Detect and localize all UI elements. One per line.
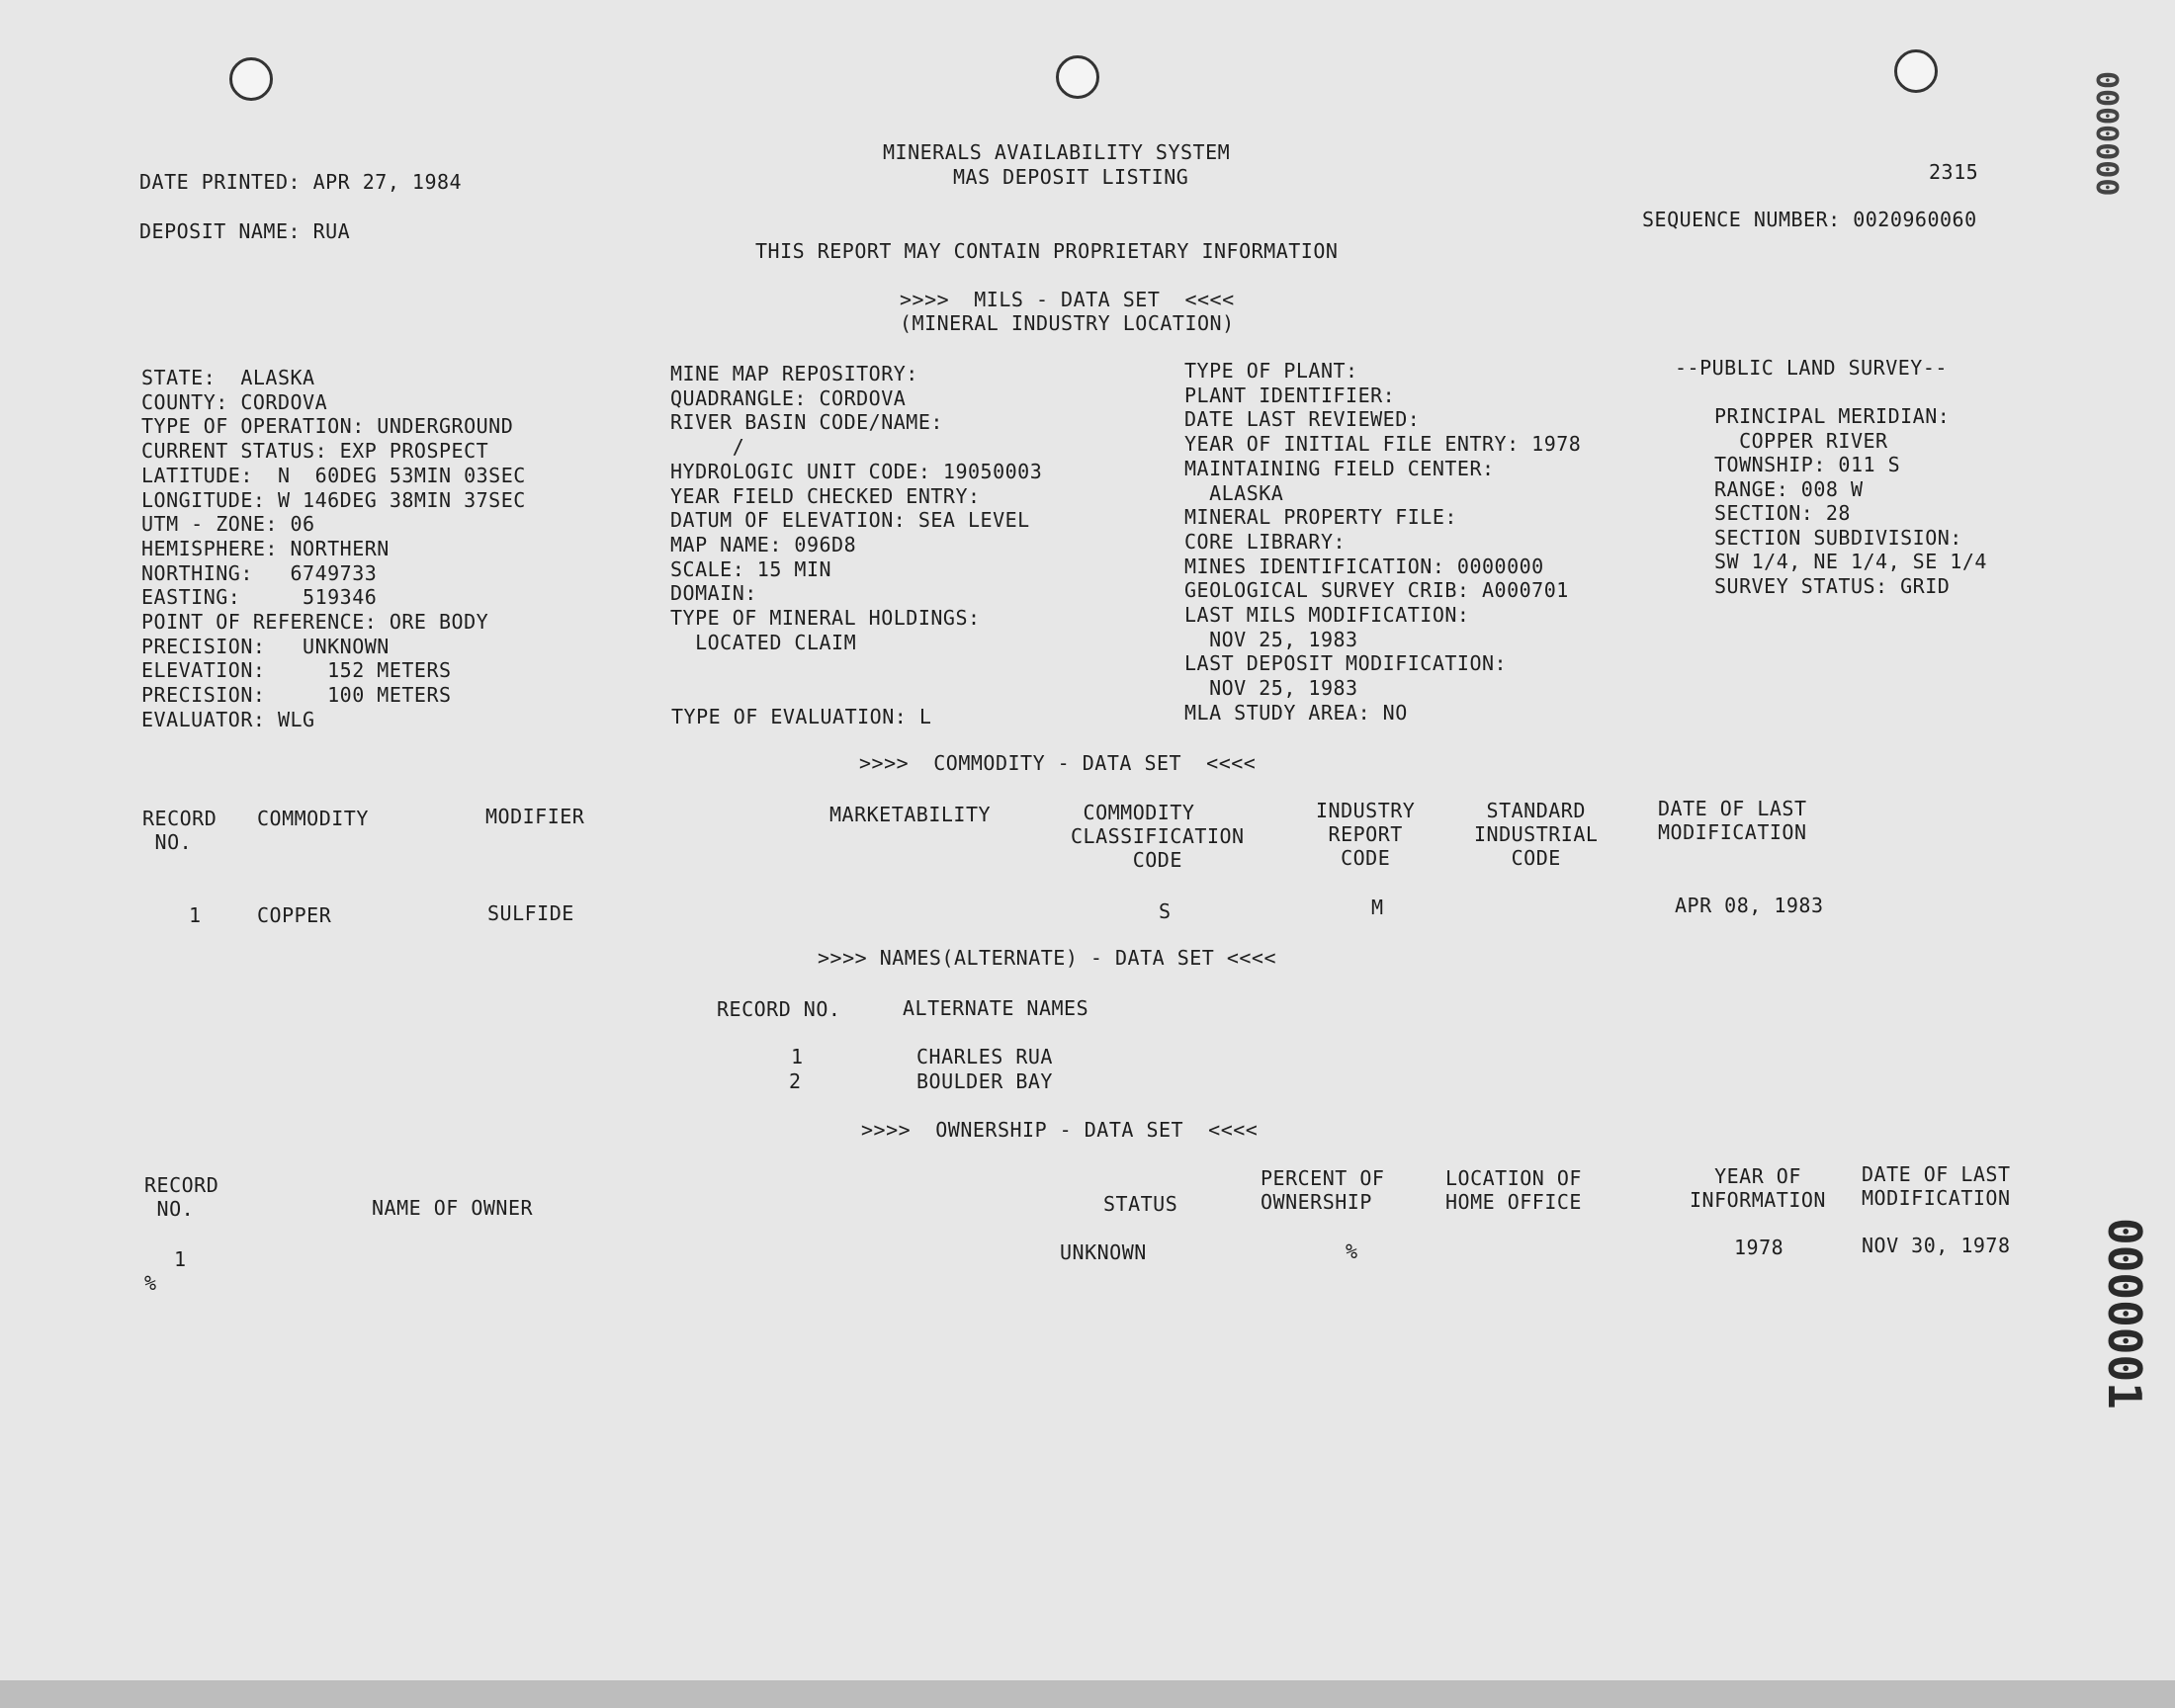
ownership-row-year: 1978 xyxy=(1734,1236,1784,1259)
ownership-row-status: UNKNOWN xyxy=(1060,1240,1147,1264)
mils-col4-line: SECTION: 28 xyxy=(1714,501,1851,525)
mils-col1-line: ELEVATION: 152 METERS xyxy=(141,658,452,683)
ownership-header-percent: PERCENT OF OWNERSHIP xyxy=(1261,1166,1385,1214)
binder-hole-left xyxy=(229,57,273,101)
mils-col1-line: EASTING: 519346 xyxy=(141,585,378,610)
commodity-header-standard: STANDARD INDUSTRIAL CODE xyxy=(1474,799,1599,870)
mils-col1-line: PRECISION: UNKNOWN xyxy=(141,634,390,658)
commodity-row-modifier: SULFIDE xyxy=(487,901,574,925)
mils-col4-line: SW 1/4, NE 1/4, SE 1/4 xyxy=(1714,550,1987,573)
names-title: >>>> NAMES(ALTERNATE) - DATA SET <<<< xyxy=(818,946,1277,970)
mils-title: >>>> MILS - DATA SET <<<< xyxy=(900,288,1235,311)
mils-col2-line: RIVER BASIN CODE/NAME: xyxy=(670,410,943,435)
date-printed: DATE PRINTED: APR 27, 1984 xyxy=(139,170,463,194)
mils-col3-line: LAST DEPOSIT MODIFICATION: xyxy=(1184,651,1508,676)
commodity-header-classification: COMMODITY CLASSIFICATION CODE xyxy=(1071,801,1245,872)
ownership-header-date: DATE OF LAST MODIFICATION xyxy=(1862,1162,2011,1210)
mils-col1-line: NORTHING: 6749733 xyxy=(141,560,378,585)
mils-col3-line: GEOLOGICAL SURVEY CRIB: A000701 xyxy=(1184,578,1569,603)
names-row-name-1: CHARLES RUA xyxy=(916,1045,1053,1068)
listing-title: MAS DEPOSIT LISTING xyxy=(953,165,1189,189)
ownership-header-location: LOCATION OF HOME OFFICE xyxy=(1445,1166,1582,1214)
commodity-header-date: DATE OF LAST MODIFICATION xyxy=(1658,797,1807,844)
mils-col4-line: PRINCIPAL MERIDIAN: xyxy=(1714,404,1951,428)
mils-col2-line: HYDROLOGIC UNIT CODE: 19050003 xyxy=(670,459,1043,483)
ownership-header-record: RECORD NO. xyxy=(144,1173,219,1221)
names-row-name-2: BOULDER BAY xyxy=(916,1069,1053,1093)
commodity-header-record: RECORD NO. xyxy=(142,807,218,854)
mils-col2-line: TYPE OF MINERAL HOLDINGS: xyxy=(670,606,981,630)
mils-col1-line: CURRENT STATUS: EXP PROSPECT xyxy=(141,439,489,464)
names-row-record-1: 1 xyxy=(791,1045,804,1068)
binder-hole-right xyxy=(1894,49,1938,93)
commodity-header-modifier: MODIFIER xyxy=(485,805,585,828)
ownership-title: >>>> OWNERSHIP - DATA SET <<<< xyxy=(861,1118,1259,1142)
mils-col2-line: DOMAIN: xyxy=(670,581,757,606)
margin-stamp-top: 0000000 xyxy=(2089,71,2124,197)
mils-col2-line: DATUM OF ELEVATION: SEA LEVEL xyxy=(670,508,1030,533)
mils-col3-line: MLA STUDY AREA: NO xyxy=(1184,700,1408,725)
commodity-row-record: 1 xyxy=(189,903,202,927)
ownership-row-date: NOV 30, 1978 xyxy=(1862,1234,2011,1257)
public-land-survey-title: --PUBLIC LAND SURVEY-- xyxy=(1675,356,1948,380)
mils-col3-line: DATE LAST REVIEWED: xyxy=(1184,407,1421,432)
mils-col3-line: YEAR OF INITIAL FILE ENTRY: 1978 xyxy=(1184,432,1582,457)
mils-col4-line: RANGE: 008 W xyxy=(1714,476,1864,501)
commodity-header-commodity: COMMODITY xyxy=(257,807,369,830)
mils-col3-line: TYPE OF PLANT: xyxy=(1184,359,1358,383)
commodity-title: >>>> COMMODITY - DATA SET <<<< xyxy=(859,751,1257,775)
mils-col2-line: LOCATED CLAIM xyxy=(670,630,857,654)
margin-stamp-bottom: 0000001 xyxy=(2098,1218,2151,1409)
mils-col1-line: LONGITUDE: W 146DEG 38MIN 37SEC xyxy=(141,487,526,512)
mils-col3-line: MINES IDENTIFICATION: 0000000 xyxy=(1184,554,1544,578)
mils-col3-line: PLANT IDENTIFIER: xyxy=(1184,383,1396,407)
ownership-row-percent: % xyxy=(1346,1239,1358,1263)
commodity-header-marketability: MARKETABILITY xyxy=(829,803,992,826)
mils-col2-line: MINE MAP REPOSITORY: xyxy=(670,362,918,385)
mils-col3-line: NOV 25, 1983 xyxy=(1184,627,1358,651)
mils-col2-line: QUADRANGLE: CORDOVA xyxy=(670,385,907,410)
binder-hole-center xyxy=(1056,55,1099,99)
ownership-header-year: YEAR OF INFORMATION xyxy=(1690,1164,1826,1212)
mils-col1-line: LATITUDE: N 60DEG 53MIN 03SEC xyxy=(141,463,526,487)
mils-col4-line: TOWNSHIP: 011 S xyxy=(1714,453,1901,476)
mils-col3-line: MINERAL PROPERTY FILE: xyxy=(1184,505,1457,530)
ownership-row-record: 1 xyxy=(174,1247,187,1271)
type-of-evaluation: TYPE OF EVALUATION: L xyxy=(671,705,932,728)
ownership-header-status: STATUS xyxy=(1103,1192,1178,1216)
names-header-names: ALTERNATE NAMES xyxy=(903,996,1089,1020)
mils-col4-line: SECTION SUBDIVISION: xyxy=(1714,525,1962,550)
mils-col1-line: HEMISPHERE: NORTHERN xyxy=(141,536,390,560)
commodity-header-industry: INDUSTRY REPORT CODE xyxy=(1316,799,1416,870)
mils-col1-line: POINT OF REFERENCE: ORE BODY xyxy=(141,610,489,634)
ownership-header-owner: NAME OF OWNER xyxy=(372,1196,534,1220)
mils-col1-line: PRECISION: 100 METERS xyxy=(141,683,452,708)
commodity-row-commodity: COPPER xyxy=(257,903,332,927)
names-row-record-2: 2 xyxy=(789,1069,802,1093)
mils-col4-line: COPPER RIVER xyxy=(1714,428,1888,453)
mils-col3-line: ALASKA xyxy=(1184,480,1284,505)
proprietary-notice: THIS REPORT MAY CONTAIN PROPRIETARY INFORMATION xyxy=(755,239,1339,263)
commodity-row-classification: S xyxy=(1159,899,1172,923)
mils-col3-line: LAST MILS MODIFICATION: xyxy=(1184,603,1470,627)
mils-col1-line: STATE: ALASKA xyxy=(141,366,315,389)
mils-col3-line: NOV 25, 1983 xyxy=(1184,676,1358,701)
mils-col1-line: EVALUATOR: WLG xyxy=(141,707,315,731)
deposit-name: DEPOSIT NAME: RUA xyxy=(139,219,351,243)
mils-subtitle: (MINERAL INDUSTRY LOCATION) xyxy=(900,311,1235,335)
mils-col3-line: CORE LIBRARY: xyxy=(1184,529,1347,554)
mils-col2-line: MAP NAME: 096D8 xyxy=(670,532,857,556)
sequence-number: SEQUENCE NUMBER: 0020960060 xyxy=(1642,208,1977,231)
system-title: MINERALS AVAILABILITY SYSTEM xyxy=(883,140,1231,164)
mils-col2-line: SCALE: 15 MIN xyxy=(670,556,832,581)
mils-col1-line: UTM - ZONE: 06 xyxy=(141,512,315,537)
mils-col1-line: COUNTY: CORDOVA xyxy=(141,389,328,414)
mils-col3-line: MAINTAINING FIELD CENTER: xyxy=(1184,456,1495,480)
commodity-row-date: APR 08, 1983 xyxy=(1675,894,1824,917)
page-number: 2315 xyxy=(1929,160,1979,184)
ownership-row-percent-mark: % xyxy=(144,1271,157,1295)
mils-col2-line: YEAR FIELD CHECKED ENTRY: xyxy=(670,483,981,508)
commodity-row-industry: M xyxy=(1371,896,1384,919)
names-header-record: RECORD NO. xyxy=(717,997,841,1021)
mils-col1-line: TYPE OF OPERATION: UNDERGROUND xyxy=(141,414,514,439)
mils-col4-line: SURVEY STATUS: GRID xyxy=(1714,573,1951,598)
mils-col2-line: / xyxy=(670,435,745,460)
